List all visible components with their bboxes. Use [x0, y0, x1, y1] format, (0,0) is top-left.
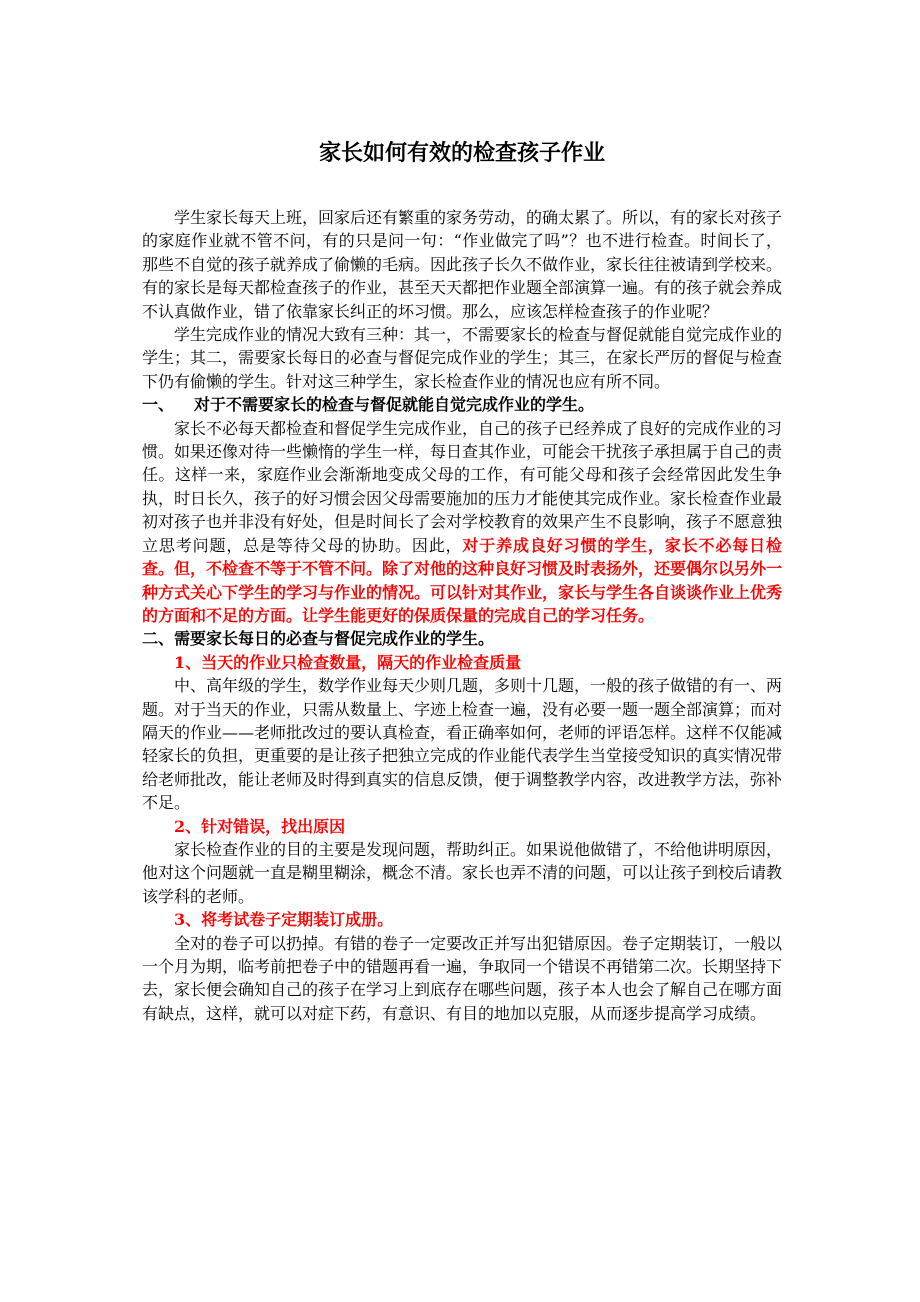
section-2-item-2-body: 家长检查作业的目的主要是发现问题，帮助纠正。如果说他做错了，不给他讲明原因，他对这个问题就一直是糊里糊涂，概念不清。家长也弄不清的问题，可以让孩子到校后请教该学科的老师。 [142, 839, 783, 906]
section-1-body [142, 417, 782, 628]
section-1-number: 一、 [142, 395, 175, 415]
section-2-item-3-body: 全对的卷子可以扔掉。有错的卷子一定要改正并写出犯错原因。卷子定期装订，一般以一个月为期，临考前把卷子中的错题再看一遍，争取同一个错误不再错第二次。长期坚持下去，家长便会确知自己的孩子在学习上到底存在哪些问题，孩子本人也会了解自己在哪方面有缺点，这样，就可以对症下药，有意识、有目的地加以克服，从而逐步提高学习成绩。 [142, 933, 783, 1023]
section-2-item-3-title: 3、将考试卷子定期装订成册。 [174, 910, 394, 930]
section-2-item-2-title: 2、针对错误，找出原因 [174, 816, 346, 836]
document-page [142, 138, 782, 1025]
section-1-body-highlight: 对于养成良好习惯的学生，家长不必每日检查。但，不检查不等于不管不问。除了对他的这种良好习惯及时表扬外，还要偶尔以另外一种方式关心下学生的学习与作业的情况。可以针对其作业，家长与学生各自谈谈作业上优秀的方面和不足的方面。让学生能更好的保质保量的完成自己的学习任务。 [142, 535, 783, 625]
section-1-body-plain: 家长不必每天都检查和督促学生完成作业，自己的孩子已经养成了良好的完成作业的习惯。如果还像对待一些懒惰的学生一样，每日查其作业，可能会干扰孩子承担属于自己的责任。这样一来，家庭作业会渐渐地变成父母的工作，有可能父母和孩子会经常因此发生争执，时日长久，孩子的好习惯会因父母需要施加的压力才能使其完成作业。家长检查作业最初对孩子也并非没有好处，但是时间长了会对学校教育的效果产生不良影响，孩子不愿意独立思考问题，总是等待父母的协助。因此， [142, 418, 783, 555]
section-2-heading: 二、需要家长每日的必查与督促完成作业的学生。 [142, 629, 495, 649]
intro-paragraph-2: 学生完成作业的情况大致有三种：其一，不需要家长的检查与督促就能自觉完成作业的学生；其二，需要家长每日的必查与督促完成作业的学生；其三，在家长严厉的督促与检查下仍有偷懒的学生。针对这三种学生，家长检查作业的情况也应有所不同。 [142, 325, 783, 391]
section-2-item-1-body: 中、高年级的学生，数学作业每天少则几题，多则十几题，一般的孩子做错的有一、两题。对于当天的作业，只需从数量上、字迹上检查一遍，没有必要一题一题全部演算；而对隔天的作业——老师批改过的要认真检查，看正确率如何，老师的评语怎样。这样不仅能减轻家长的负担，更重要的是让孩子把独立完成的作业能代表学生当堂接受知识的真实情况带给老师批改，能让老师及时得到真实的信息反馈，便于调整教学内容，改进教学方法，弥补不足。 [142, 676, 783, 813]
section-2-item-1-title: 1、当天的作业只检查数量，隔天的作业检查质量 [174, 652, 522, 672]
section-1-heading [142, 393, 782, 416]
document-title: 家长如何有效的检查孩子作业 [318, 141, 605, 166]
section-1-heading-text: 对于不需要家长的检查与督促就能自觉完成作业的学生。 [194, 395, 595, 415]
intro-paragraph-1: 学生家长每天上班，回家后还有繁重的家务劳动，的确太累了。所以，有的家长对孩子的家庭作业就不管不问，有的只是问一句：“作业做完了吗”？也不进行检查。时间长了，那些不自觉的孩子就养成了偷懒的毛病。因此孩子长久不做作业，家长往往被请到学校来。有的家长是每天都检查孩子的作业，甚至天天都把作业题全部演算一遍。有的孩子就会养成不认真做作业，错了依靠家长纠正的坏习惯。那么，应该怎样检查孩子的作业呢？ [142, 208, 783, 321]
